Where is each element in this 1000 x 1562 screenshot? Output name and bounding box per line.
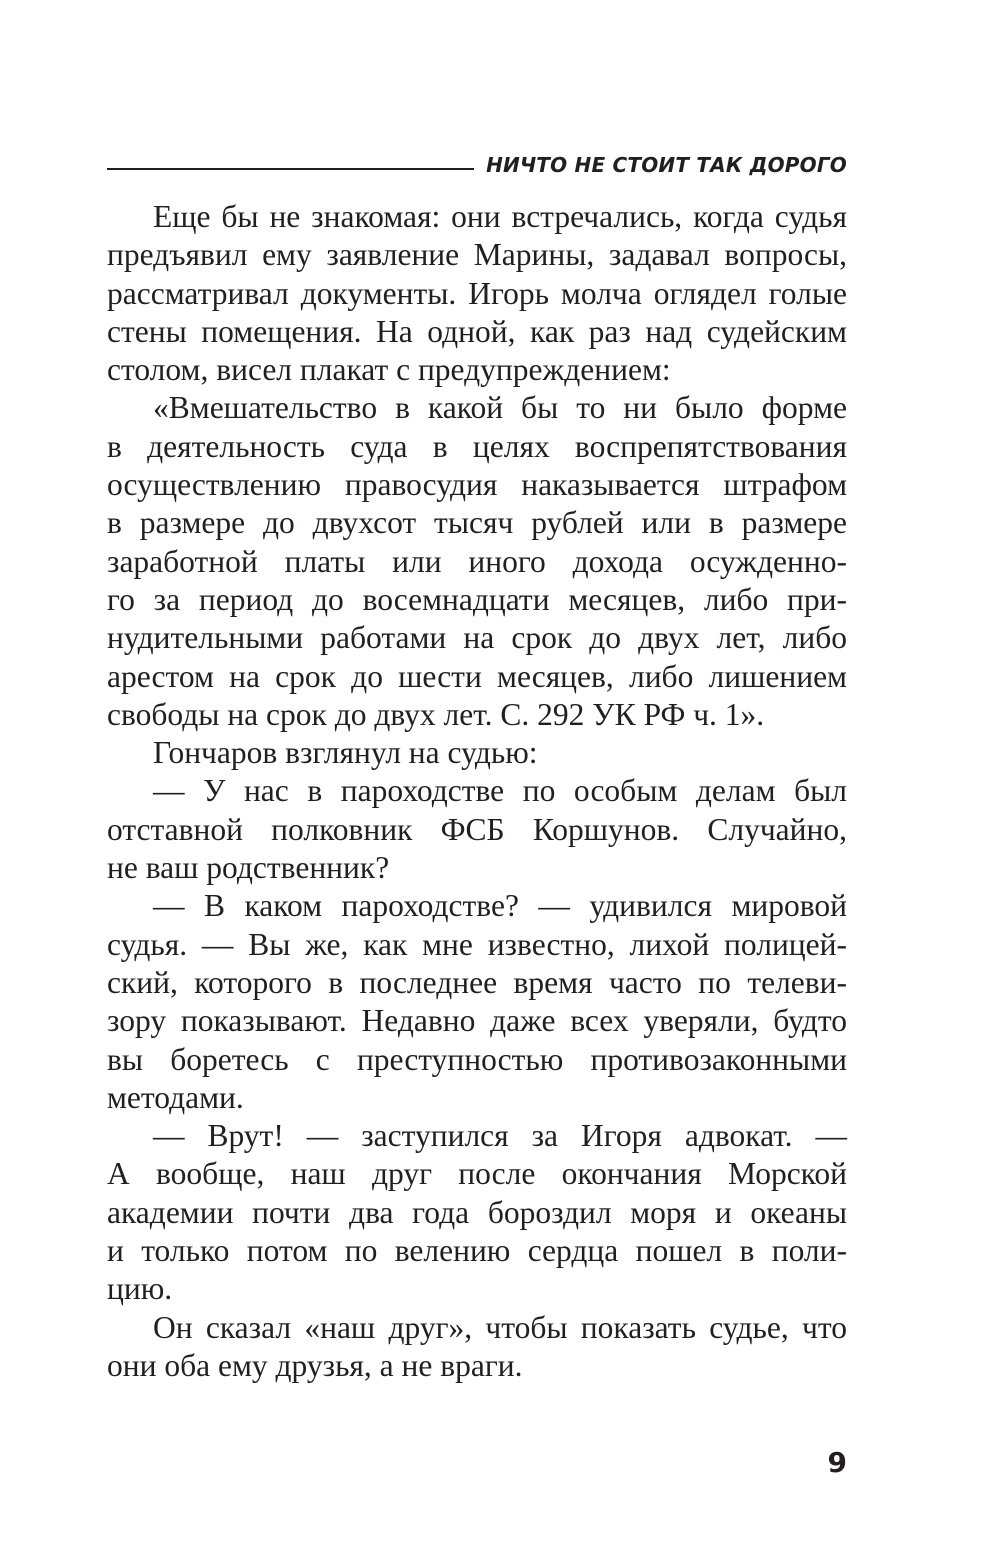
text-line: не ваш родственник? [107,850,390,886]
text-line: — Врут! — заступился за Игоря адвокат. — [153,1118,847,1154]
text-line: «Вмешательство в какой бы то ни было форме [153,390,847,426]
text-line: нудительными работами на срок до двух лет, либо [107,620,847,656]
text-line: ский, которого в последнее время часто по телеви- [107,964,847,1000]
running-header [107,143,847,177]
text-line: и только потом по велению сердца пошел в поли- [107,1233,847,1269]
body-text [107,198,847,1385]
text-line: академии почти два года бороздил моря и океаны [107,1194,847,1230]
header-rule [107,168,474,170]
text-line: в размере до двухсот тысяч рублей или в размере [107,505,847,541]
text-line: свободы на срок до двух лет. С. 292 УК РФ ч. 1». [107,696,765,732]
text-line: методами. [107,1079,244,1115]
text-line: они оба ему друзья, а не враги. [107,1347,523,1383]
text-line: заработной платы или иного дохода осужденно- [107,543,847,579]
text-line: судья. — Вы же, как мне известно, лихой полицей- [107,926,847,962]
text-line: столом, висел плакат с предупреждением: [107,352,671,388]
text-line: предъявил ему заявление Марины, задавал вопросы, [107,237,847,273]
text-line: го за период до восемнадцати месяцев, либо при- [107,581,847,617]
text-line: А вообще, наш друг после окончания Морской [107,1156,847,1192]
text-line: рассматривал документы. Игорь молча оглядел голые [107,275,847,311]
text-line: — У нас в пароходстве по особым делам был [153,773,847,809]
text-line: отставной полковник ФСБ Коршунов. Случайно, [107,811,847,847]
text-line: — В каком пароходстве? — удивился мировой [153,888,847,924]
text-line: Гончаров взглянул на судью: [153,735,538,771]
text-line: стены помещения. На одной, как раз над судейским [107,313,847,349]
page-number: 9 [827,1446,847,1479]
running-header-title: НИЧТО НЕ СТОИТ ТАК ДОРОГО [486,153,847,177]
text-line: вы боретесь с преступностью противозаконными [107,1041,847,1077]
text-line: осуществлению правосудия наказывается штрафом [107,467,847,503]
text-line: цию. [107,1271,173,1307]
text-line: арестом на срок до шести месяцев, либо лишением [107,658,847,694]
text-line: Еще бы не знакомая: они встречались, когда судья [153,199,847,234]
text-line: зору показывают. Недавно даже всех уверяли, будто [107,1003,847,1039]
text-line: в деятельность суда в целях воспрепятствования [107,428,847,464]
text-line: Он сказал «наш друг», чтобы показать судье, что [153,1309,847,1345]
